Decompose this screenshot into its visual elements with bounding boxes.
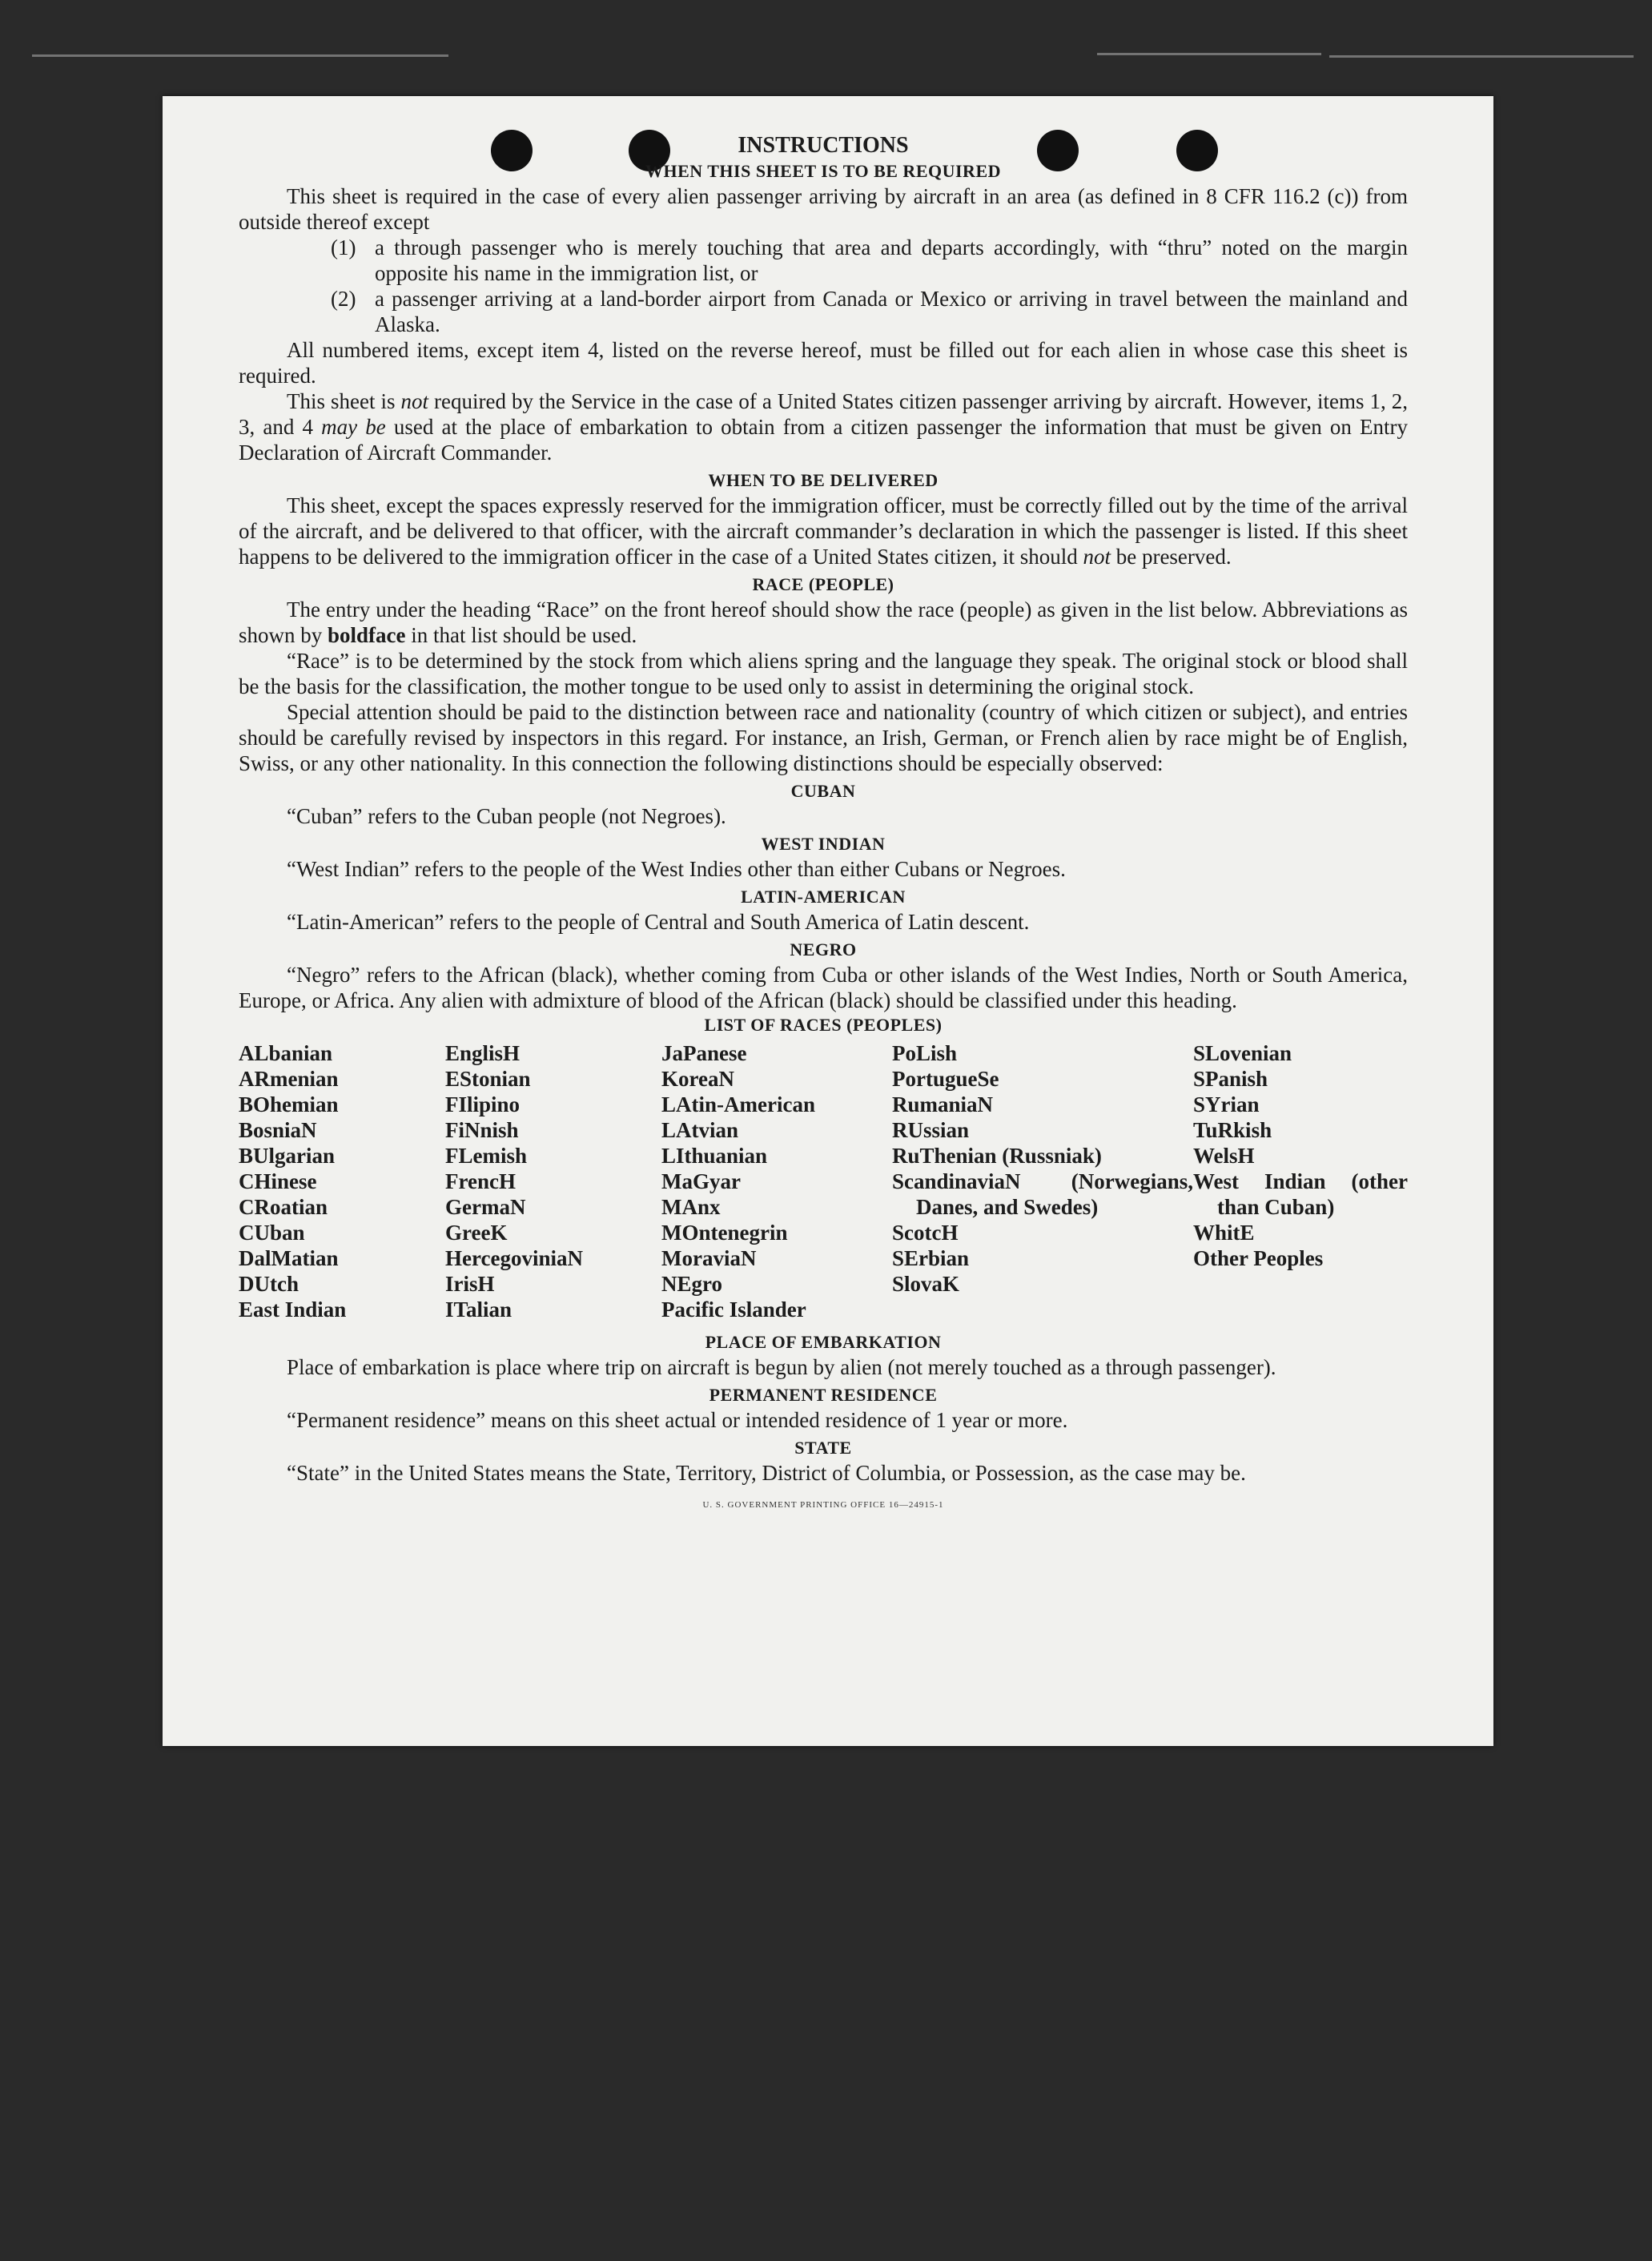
- citizen-paragraph: [239, 388, 1408, 465]
- latin-american-text: “Latin-American” refers to the people of Central and South America of Latin descent.: [287, 910, 1030, 934]
- instructions-content: [239, 132, 1408, 1518]
- residence-text: “Permanent residence” means on this sheet actual or intended residence of 1 year or more.: [287, 1408, 1068, 1432]
- film-edge: [1329, 55, 1634, 58]
- emphasis-not: not: [1083, 545, 1111, 569]
- film-edge: [1097, 53, 1321, 55]
- race-item: DalMatian: [239, 1246, 339, 1270]
- top-film-strip: [0, 48, 1652, 62]
- item-number: (1): [331, 235, 356, 259]
- race-item: PoLish: [892, 1041, 958, 1065]
- race-item: BosniaN: [239, 1118, 317, 1142]
- races-column-4: [892, 1040, 1193, 1322]
- race-item: JaPanese: [661, 1041, 747, 1065]
- race-item: RumaniaN: [892, 1092, 994, 1116]
- west-indian-text: “West Indian” refers to the people of the West Indies other than either Cubans or Negroes.: [287, 857, 1066, 881]
- heading-when-required: WHEN THIS SHEET IS TO BE REQUIRED: [645, 161, 1002, 181]
- race-item: WelsH: [1193, 1144, 1255, 1168]
- cuban-text: “Cuban” refers to the Cuban people (not Negroes).: [287, 804, 726, 828]
- item-text: a passenger arriving at a land-border airport from Canada or Mexico or arriving in travel between the mainland and Alaska.: [375, 287, 1408, 336]
- races-column-5: [1193, 1040, 1408, 1322]
- race-item: ScotcH: [892, 1221, 959, 1245]
- race-item: GermaN: [445, 1195, 526, 1219]
- heading-west-indian: WEST INDIAN: [761, 834, 886, 854]
- race-item: SErbian: [892, 1246, 970, 1270]
- race-item: FLemish: [445, 1144, 528, 1168]
- race-item: WhitE: [1193, 1221, 1255, 1245]
- race-item: Other Peoples: [1193, 1246, 1324, 1270]
- printing-office-footer: U. S. GOVERNMENT PRINTING OFFICE 16—24915-1: [702, 1500, 944, 1510]
- race-item: MAnx: [661, 1195, 721, 1219]
- race-item: RUssian: [892, 1118, 970, 1142]
- race-item: DUtch: [239, 1272, 299, 1296]
- race-item: IrisH: [445, 1272, 495, 1296]
- race-item: KoreaN: [661, 1067, 734, 1091]
- race-paragraph-2: “Race” is to be determined by the stock from which aliens spring and the language they speak. The original stock or blood shall be the basis for the classification, the mother tongue to be used only to assist in determining the original stock.: [239, 649, 1408, 698]
- race-item: PortugueSe: [892, 1067, 999, 1091]
- race-item: LAtin-American: [661, 1092, 815, 1116]
- race-item: CRoatian: [239, 1195, 328, 1219]
- race-item: FIlipino: [445, 1092, 521, 1116]
- film-edge: [32, 54, 448, 57]
- races-column-2: [445, 1040, 661, 1322]
- race-item: LIthuanian: [661, 1144, 768, 1168]
- when-required-intro: This sheet is required in the case of every alien passenger arriving by aircraft in an area (as defined in 8 CFR 116.2 (c)) from outside thereof except: [239, 184, 1408, 234]
- races-column-1: [239, 1040, 445, 1322]
- race-item: EStonian: [445, 1067, 531, 1091]
- race-item: Pacific Islander: [661, 1297, 806, 1322]
- race-item: BOhemian: [239, 1092, 339, 1116]
- race-item: ARmenian: [239, 1067, 339, 1091]
- heading-latin-american: LATIN-AMERICAN: [741, 887, 906, 907]
- race-item: RuThenian (Russniak): [892, 1144, 1102, 1168]
- race-item: ITalian: [445, 1297, 512, 1322]
- text-run: used at the place of embarkation to obtain from a citizen passenger the information that must be given on Entry Declaration of Aircraft Commander.: [239, 415, 1409, 465]
- races-list: [239, 1040, 1408, 1322]
- race-item: West Indian (other than Cuban): [1193, 1169, 1408, 1219]
- race-item: ScandinaviaN (Norwegians, Danes, and Swedes): [892, 1169, 1193, 1219]
- text-run: required by the Service in the case of a United States citizen passenger arriving by aircraft. However, items 1, 2, 3, and 4: [239, 389, 1408, 439]
- race-item: FrencH: [445, 1169, 516, 1193]
- race-item: MaGyar: [661, 1169, 741, 1193]
- document-sheet: [163, 96, 1493, 1746]
- heading-embarkation: PLACE OF EMBARKATION: [705, 1332, 942, 1352]
- race-item: SLovenian: [1193, 1041, 1292, 1065]
- heading-cuban: CUBAN: [790, 781, 856, 801]
- race-paragraph-3: Special attention should be paid to the distinction between race and nationality (country of which citizen or subject), and entries should be carefully revised by inspectors in this regard. For instance, an Irish, German, or French alien by race might be of English, Swiss, or any other nationality. In this connection the following distinctions should be especially observed:: [239, 700, 1408, 775]
- heading-negro: NEGRO: [790, 939, 857, 960]
- heading-list-of-races: LIST OF RACES (PEOPLES): [704, 1015, 943, 1035]
- race-item: SYrian: [1193, 1092, 1260, 1116]
- race-item: MoraviaN: [661, 1246, 757, 1270]
- race-item: LAtvian: [661, 1118, 739, 1142]
- race-item: CHinese: [239, 1169, 317, 1193]
- race-item: FiNnish: [445, 1118, 519, 1142]
- races-column-3: [661, 1040, 892, 1322]
- race-item: East Indian: [239, 1297, 347, 1322]
- race-item: GreeK: [445, 1221, 508, 1245]
- page-title: INSTRUCTIONS: [738, 133, 909, 158]
- when-delivered-text: [239, 493, 1408, 569]
- text-run: The entry under the heading “Race” on the front hereof should show the race (people) as given in the list below. Abbreviations as shown by: [239, 597, 1408, 647]
- race-item: EnglisH: [445, 1041, 521, 1065]
- negro-text: “Negro” refers to the African (black), whether coming from Cuba or other islands of the West Indies, North or South America, Europe, or Africa. Any alien with admixture of blood of the African (black) should be classified under this heading.: [239, 963, 1408, 1012]
- emphasis-may-be: may be: [321, 415, 386, 439]
- item-number: (2): [331, 287, 356, 311]
- emphasis-not: not: [400, 389, 429, 413]
- exception-item-1: [331, 235, 1408, 286]
- race-item: CUban: [239, 1221, 305, 1245]
- heading-residence: PERMANENT RESIDENCE: [709, 1385, 938, 1405]
- race-item: NEgro: [661, 1272, 723, 1296]
- boldface-word: boldface: [328, 623, 406, 647]
- heading-state: STATE: [794, 1438, 852, 1458]
- race-item: BUlgarian: [239, 1144, 336, 1168]
- race-item: SlovaK: [892, 1272, 960, 1296]
- race-item: TuRkish: [1193, 1118, 1272, 1142]
- state-text: “State” in the United States means the State, Territory, District of Columbia, or Possession, as the case may be.: [287, 1461, 1246, 1485]
- heading-race: RACE (PEOPLE): [752, 574, 894, 594]
- text-run: be preserved.: [1110, 545, 1232, 569]
- race-item: ALbanian: [239, 1041, 333, 1065]
- exception-item-2: [331, 286, 1408, 337]
- race-item: MOntenegrin: [661, 1221, 788, 1245]
- numbered-items-paragraph: All numbered items, except item 4, listed on the reverse hereof, must be filled out for each alien in whose case this sheet is required.: [239, 338, 1408, 388]
- race-paragraph-1: [239, 597, 1408, 648]
- heading-when-delivered: WHEN TO BE DELIVERED: [708, 470, 939, 490]
- text-run: This sheet is: [287, 389, 401, 413]
- embarkation-text: Place of embarkation is place where trip on aircraft is begun by alien (not merely touched as a through passenger).: [287, 1355, 1276, 1379]
- race-item: SPanish: [1193, 1067, 1268, 1091]
- text-run: This sheet, except the spaces expressly reserved for the immigration officer, must be correctly filled out by the time of the arrival of the aircraft, and be delivered to that officer, with the aircraft commander’s declaration in which the passenger is listed. If this sheet happens to be delivered to the immigration officer in the case of a United States citizen, it should: [239, 493, 1408, 569]
- text-run: in that list should be used.: [405, 623, 637, 647]
- item-text: a through passenger who is merely touching that area and departs accordingly, with “thru” noted on the margin opposite his name in the immigration list, or: [375, 235, 1408, 285]
- race-item: HercegoviniaN: [445, 1246, 583, 1270]
